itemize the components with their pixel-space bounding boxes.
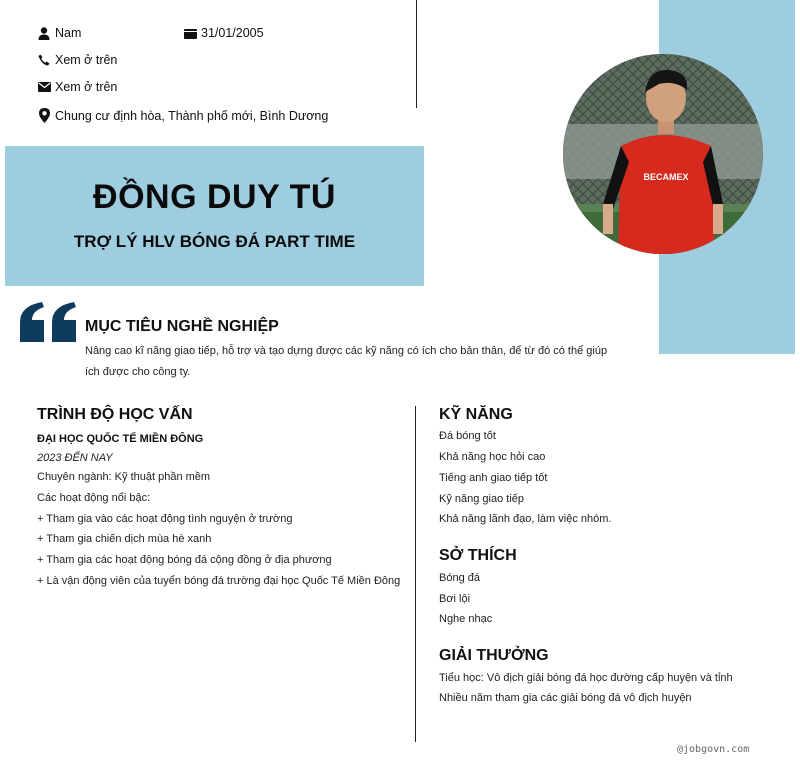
hobby-item: Nghe nhạc xyxy=(439,613,493,625)
school-name: ĐẠI HỌC QUỐC TẾ MIỀN ĐÔNG xyxy=(37,433,204,445)
objective-text: Nâng cao kĩ năng giao tiếp, hỗ trợ và tạo dựng được các kỹ năng có ích cho bản thân, để từ đó có thể giúp ích được cho công ty. xyxy=(85,345,608,378)
education-line: + Tham gia chiến dịch mùa hè xanh xyxy=(37,533,212,545)
education-line: + Tham gia vào các hoạt động tình nguyện ở trường xyxy=(37,513,293,525)
education-title: TRÌNH ĐỘ HỌC VẤN xyxy=(37,406,193,423)
objective-title: MỤC TIÊU NGHỀ NGHIỆP xyxy=(85,318,279,335)
skill-item: Tiếng anh giao tiếp tốt xyxy=(439,472,548,484)
dob-row xyxy=(182,26,264,40)
skill-item: Kỹ năng giao tiếp xyxy=(439,493,525,505)
envelope-icon xyxy=(36,82,52,92)
candidate-name: ĐỒNG DUY TÚ xyxy=(93,178,336,216)
email-row xyxy=(36,80,117,94)
calendar-icon xyxy=(182,28,198,39)
award-item: Nhiều năm tham gia các giải bóng đá vô địch huyện xyxy=(439,692,692,704)
skill-item: Khả năng học hỏi cao xyxy=(439,451,546,463)
watermark: @jobgovn.com xyxy=(677,744,750,755)
education-line: Các hoạt động nổi bậc: xyxy=(37,492,151,504)
column-divider xyxy=(415,406,416,742)
dob-text: 31/01/2005 xyxy=(201,26,264,40)
avatar xyxy=(563,54,763,254)
gender-row xyxy=(36,26,81,40)
name-banner xyxy=(5,146,424,286)
address-row xyxy=(36,108,328,123)
phone-text: Xem ở trên xyxy=(55,53,118,67)
person-icon xyxy=(36,27,52,40)
profile-photo xyxy=(563,54,763,254)
top-divider xyxy=(416,0,417,108)
study-period: 2023 ĐẾN NAY xyxy=(37,452,113,464)
education-line: + Tham gia các hoạt động bóng đá cộng đồng ở địa phương xyxy=(37,554,332,566)
phone-icon xyxy=(36,54,52,66)
job-title: TRỢ LÝ HLV BÓNG ĐÁ PART TIME xyxy=(73,232,356,251)
location-pin-icon xyxy=(36,108,52,123)
hobby-item: Bóng đá xyxy=(439,572,480,584)
hobbies-title: SỞ THÍCH xyxy=(439,547,517,564)
skill-item: Khả năng lãnh đạo, làm việc nhóm. xyxy=(439,513,612,525)
quote-icon xyxy=(20,302,78,347)
award-item: Tiểu học: Vô địch giải bóng đá học đường cấp huyện và tỉnh xyxy=(439,672,733,684)
shirt-logo-text: BECAMEX xyxy=(643,172,689,182)
education-line: Chuyên ngành: Kỹ thuật phần mềm xyxy=(37,471,211,483)
address-text: Chung cư định hòa, Thành phố mới, Bình Dương xyxy=(55,108,329,123)
email-text: Xem ở trên xyxy=(55,80,118,94)
phone-row xyxy=(36,53,117,67)
education-line: + Là vận động viên của tuyển bóng đá trường đại học Quốc Tế Miền Đông xyxy=(37,575,401,587)
hobby-item: Bơi lội xyxy=(439,593,471,605)
skills-title: KỸ NĂNG xyxy=(439,406,513,423)
gender-text: Nam xyxy=(55,26,82,40)
skill-item: Đá bóng tốt xyxy=(439,430,496,442)
awards-title: GIẢI THƯỞNG xyxy=(439,647,549,664)
